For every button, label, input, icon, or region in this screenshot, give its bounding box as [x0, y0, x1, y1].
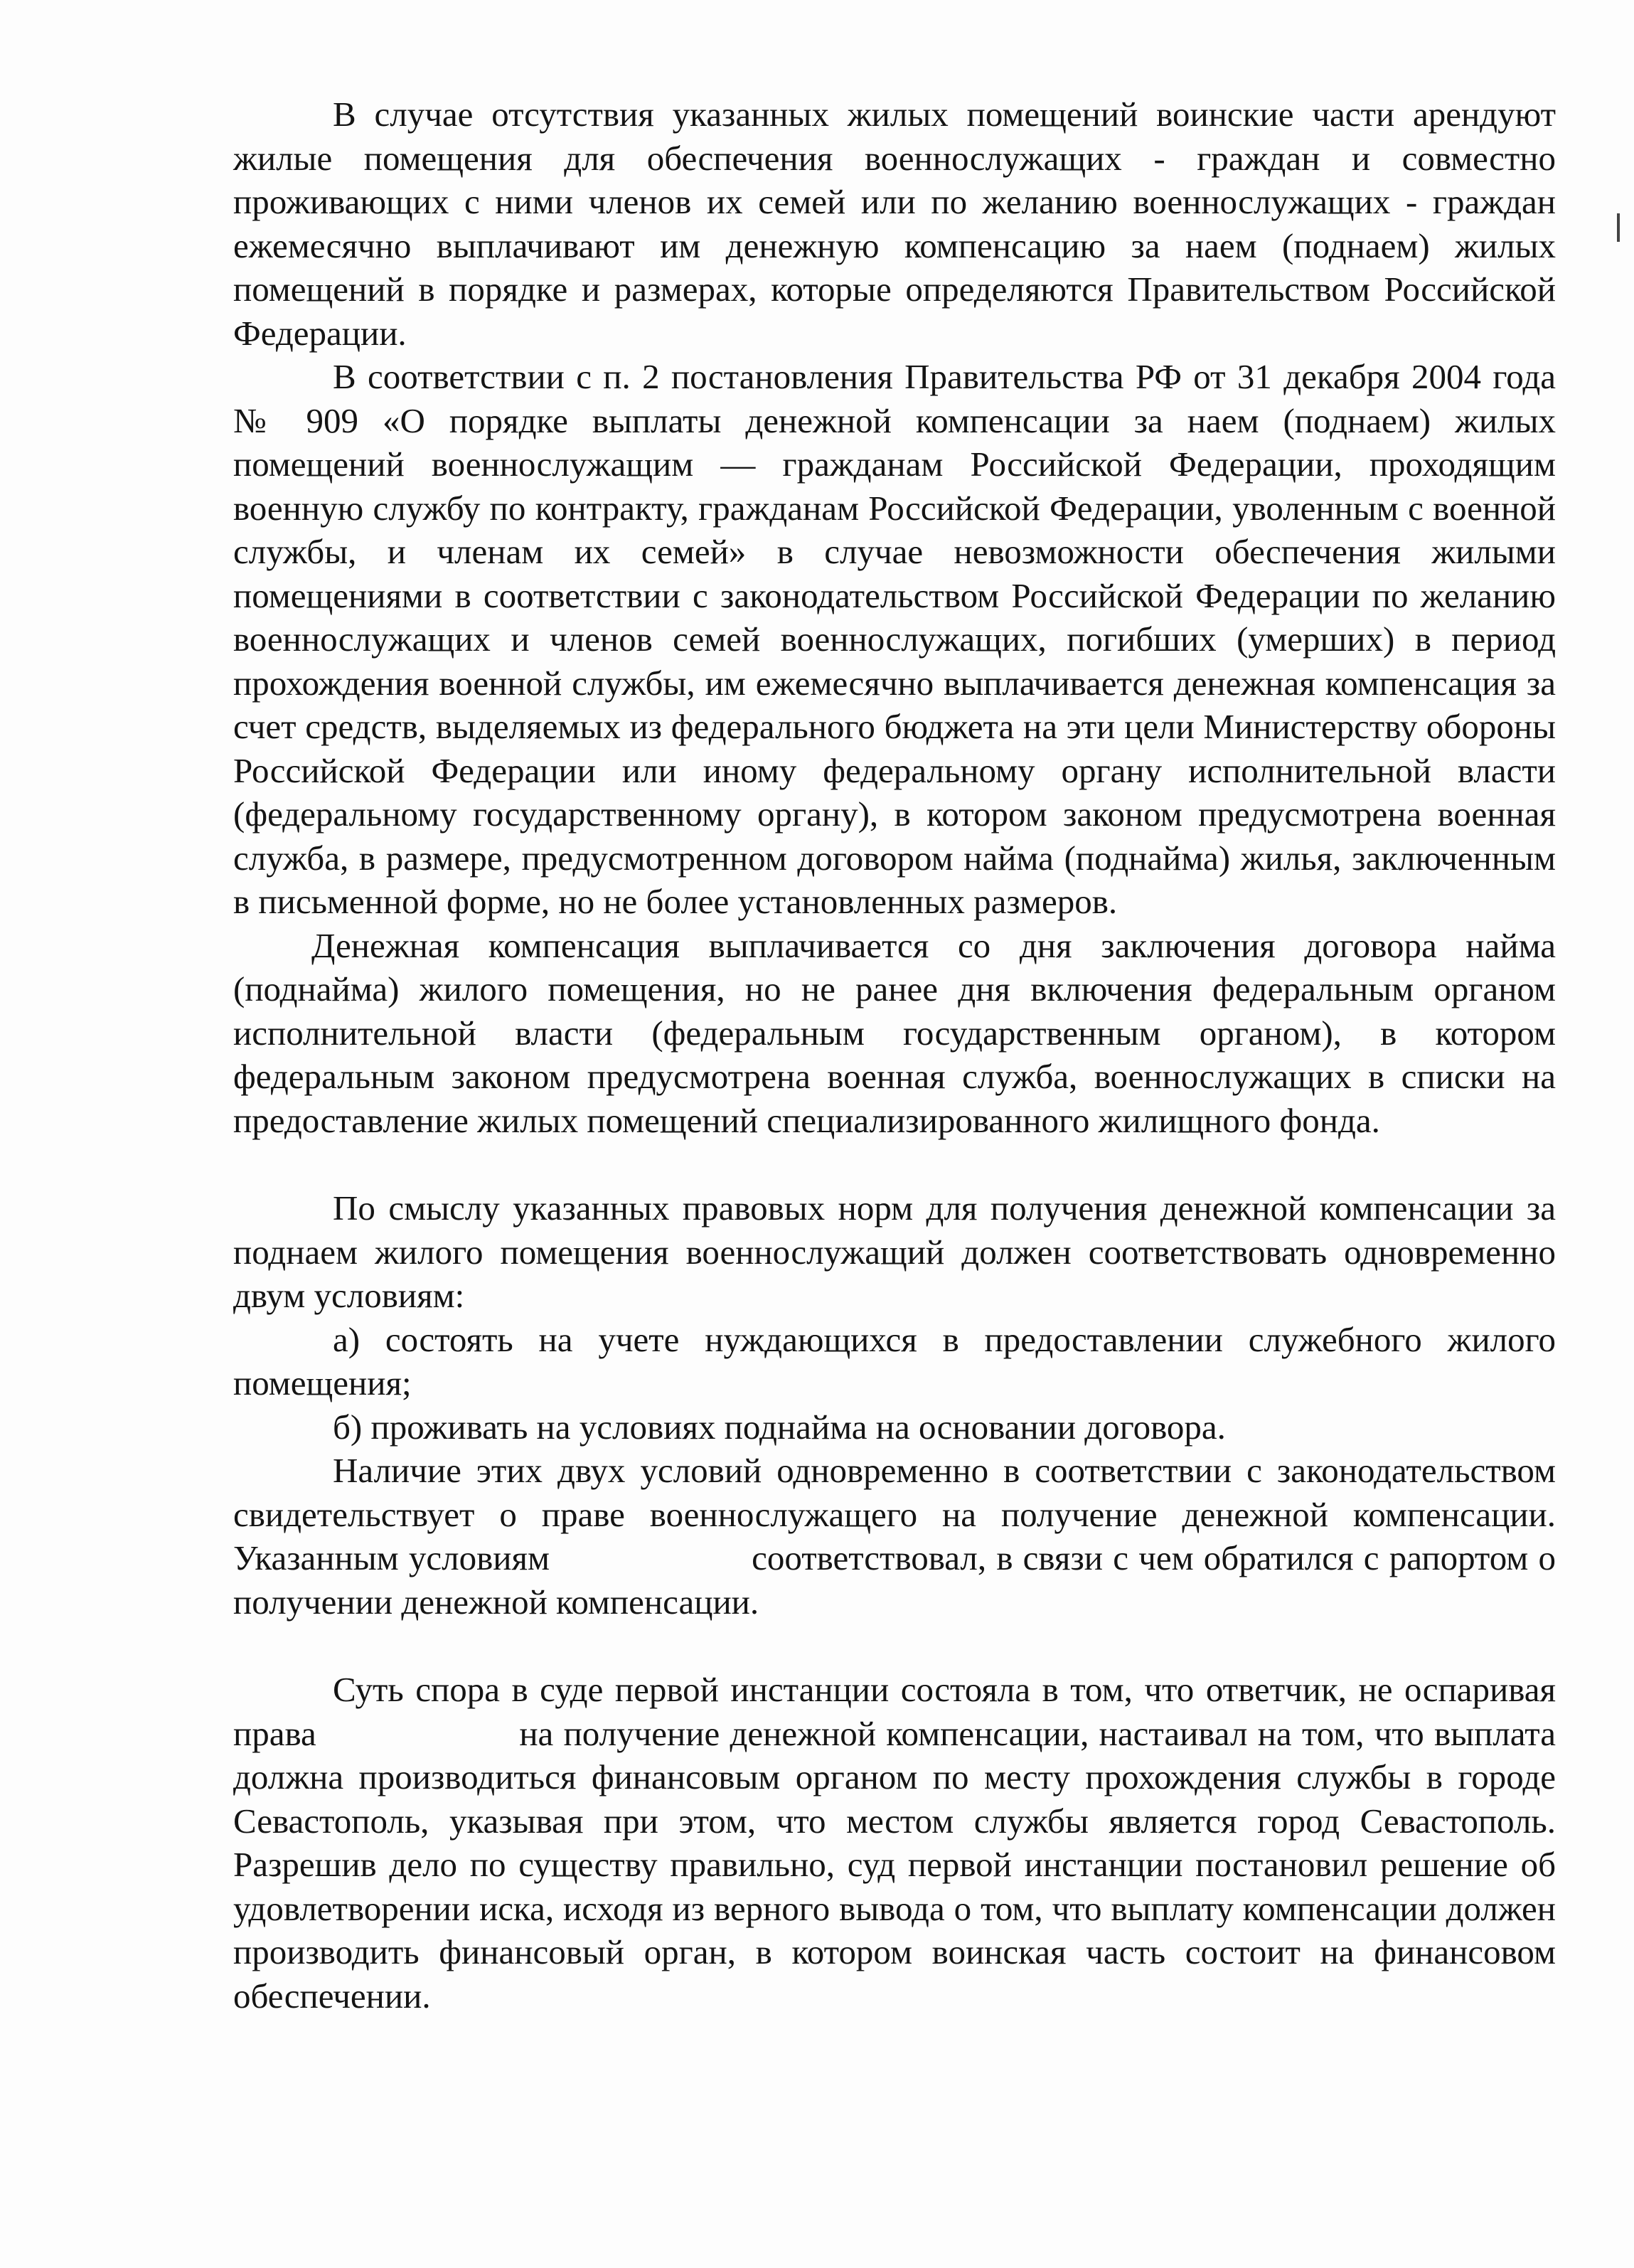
paragraph-spacer — [233, 1142, 1556, 1186]
paragraph-legal-conditions: По смыслу указанных правовых норм для получения денежной компенсации за поднаем жилого помещения военнослужащий должен соответствовать одновременно двум условиям: — [233, 1188, 1556, 1315]
paragraph-housing-absence: В случае отсутствия указанных жилых помещений воинские части арендуют жилые помещения для обеспечения военнослужащих - граждан и совместно проживающих с ними членов их семей или по желанию военнослужащих - граждан ежемесячно выплачивают им денежную компенсацию за наем (поднаем) жилых помещений в порядке и размерах, которые определяются Правительством Российской Федерации. — [233, 95, 1556, 353]
paragraph-conditions-met: Наличие этих двух условий одновременно в соответствии с законодательством свидетельствует о праве военнослужащего на получение денежной компенсации. Указанным условиям соответствовал, в связи с чем обратился с рапортом о получении денежной компенсации. — [233, 1451, 1565, 1622]
paragraph-spacer — [233, 1624, 1556, 1668]
scan-edge-mark — [1617, 213, 1620, 242]
condition-item-b: б) проживать на условиях поднайма на основании договора. — [333, 1407, 1226, 1447]
paragraph-compensation-start: Денежная компенсация выплачивается со дня заключения договора найма (поднайма) жилого помещения, но не ранее дня включения федеральным органом исполнительной власти (федеральным государственным органом), в котором федеральным законом предусмотрена военная служба, военнослужащих в списки на предоставление жилых помещений специализированного жилищного фонда. — [233, 925, 1556, 1140]
condition-item-a: а) состоять на учете нуждающихся в предоставлении служебного жилого помещения; — [233, 1319, 1556, 1402]
paragraph-government-decree: В соответствии с п. 2 постановления Правительства РФ от 31 декабря 2004 года № 909 «О порядке выплаты денежной компенсации за наем (поднаем) жилых помещений военнослужащим — гражданам Российской Федерации, проходящим военную службу по контракту, гражданам Российской Федерации, уволенным с военной службы, и членам их семей» в случае невозможности обеспечения жилыми помещениями в соответствии с законодательством Российской Федерации по желанию военнослужащих и членов семей военнослужащих, погибших (умерших) в период прохождения военной службы, им ежемесячно выплачивается денежная компенсация за счет средств, выделяемых из федерального бюджета на эти цели Министерству обороны Российской Федерации или иному федеральному органу исполнительной власти (федеральному государственному органу), в котором законом предусмотрена военная служба, в размере, предусмотренном договором найма (поднайма) жилья, заключенным в письменной форме, но не более установленных размеров. — [233, 357, 1556, 921]
paragraph-dispute-essence: Суть спора в суде первой инстанции состояла в том, что ответчик, не оспаривая права на получение денежной компенсации, настаивал на том, что выплата должна производиться финансовым органом по месту прохождения службы в городе Севастополь, указывая при этом, что местом службы является город Севастополь. Разрешив дело по существу правильно, суд первой инстанции постановил решение об удовлетворении иска, исходя из верного вывода о том, что выплату компенсации должен производить финансовый орган, в котором воинская часть состоит на финансовом обеспечении. — [233, 1670, 1565, 2016]
document-body — [233, 92, 1565, 2018]
